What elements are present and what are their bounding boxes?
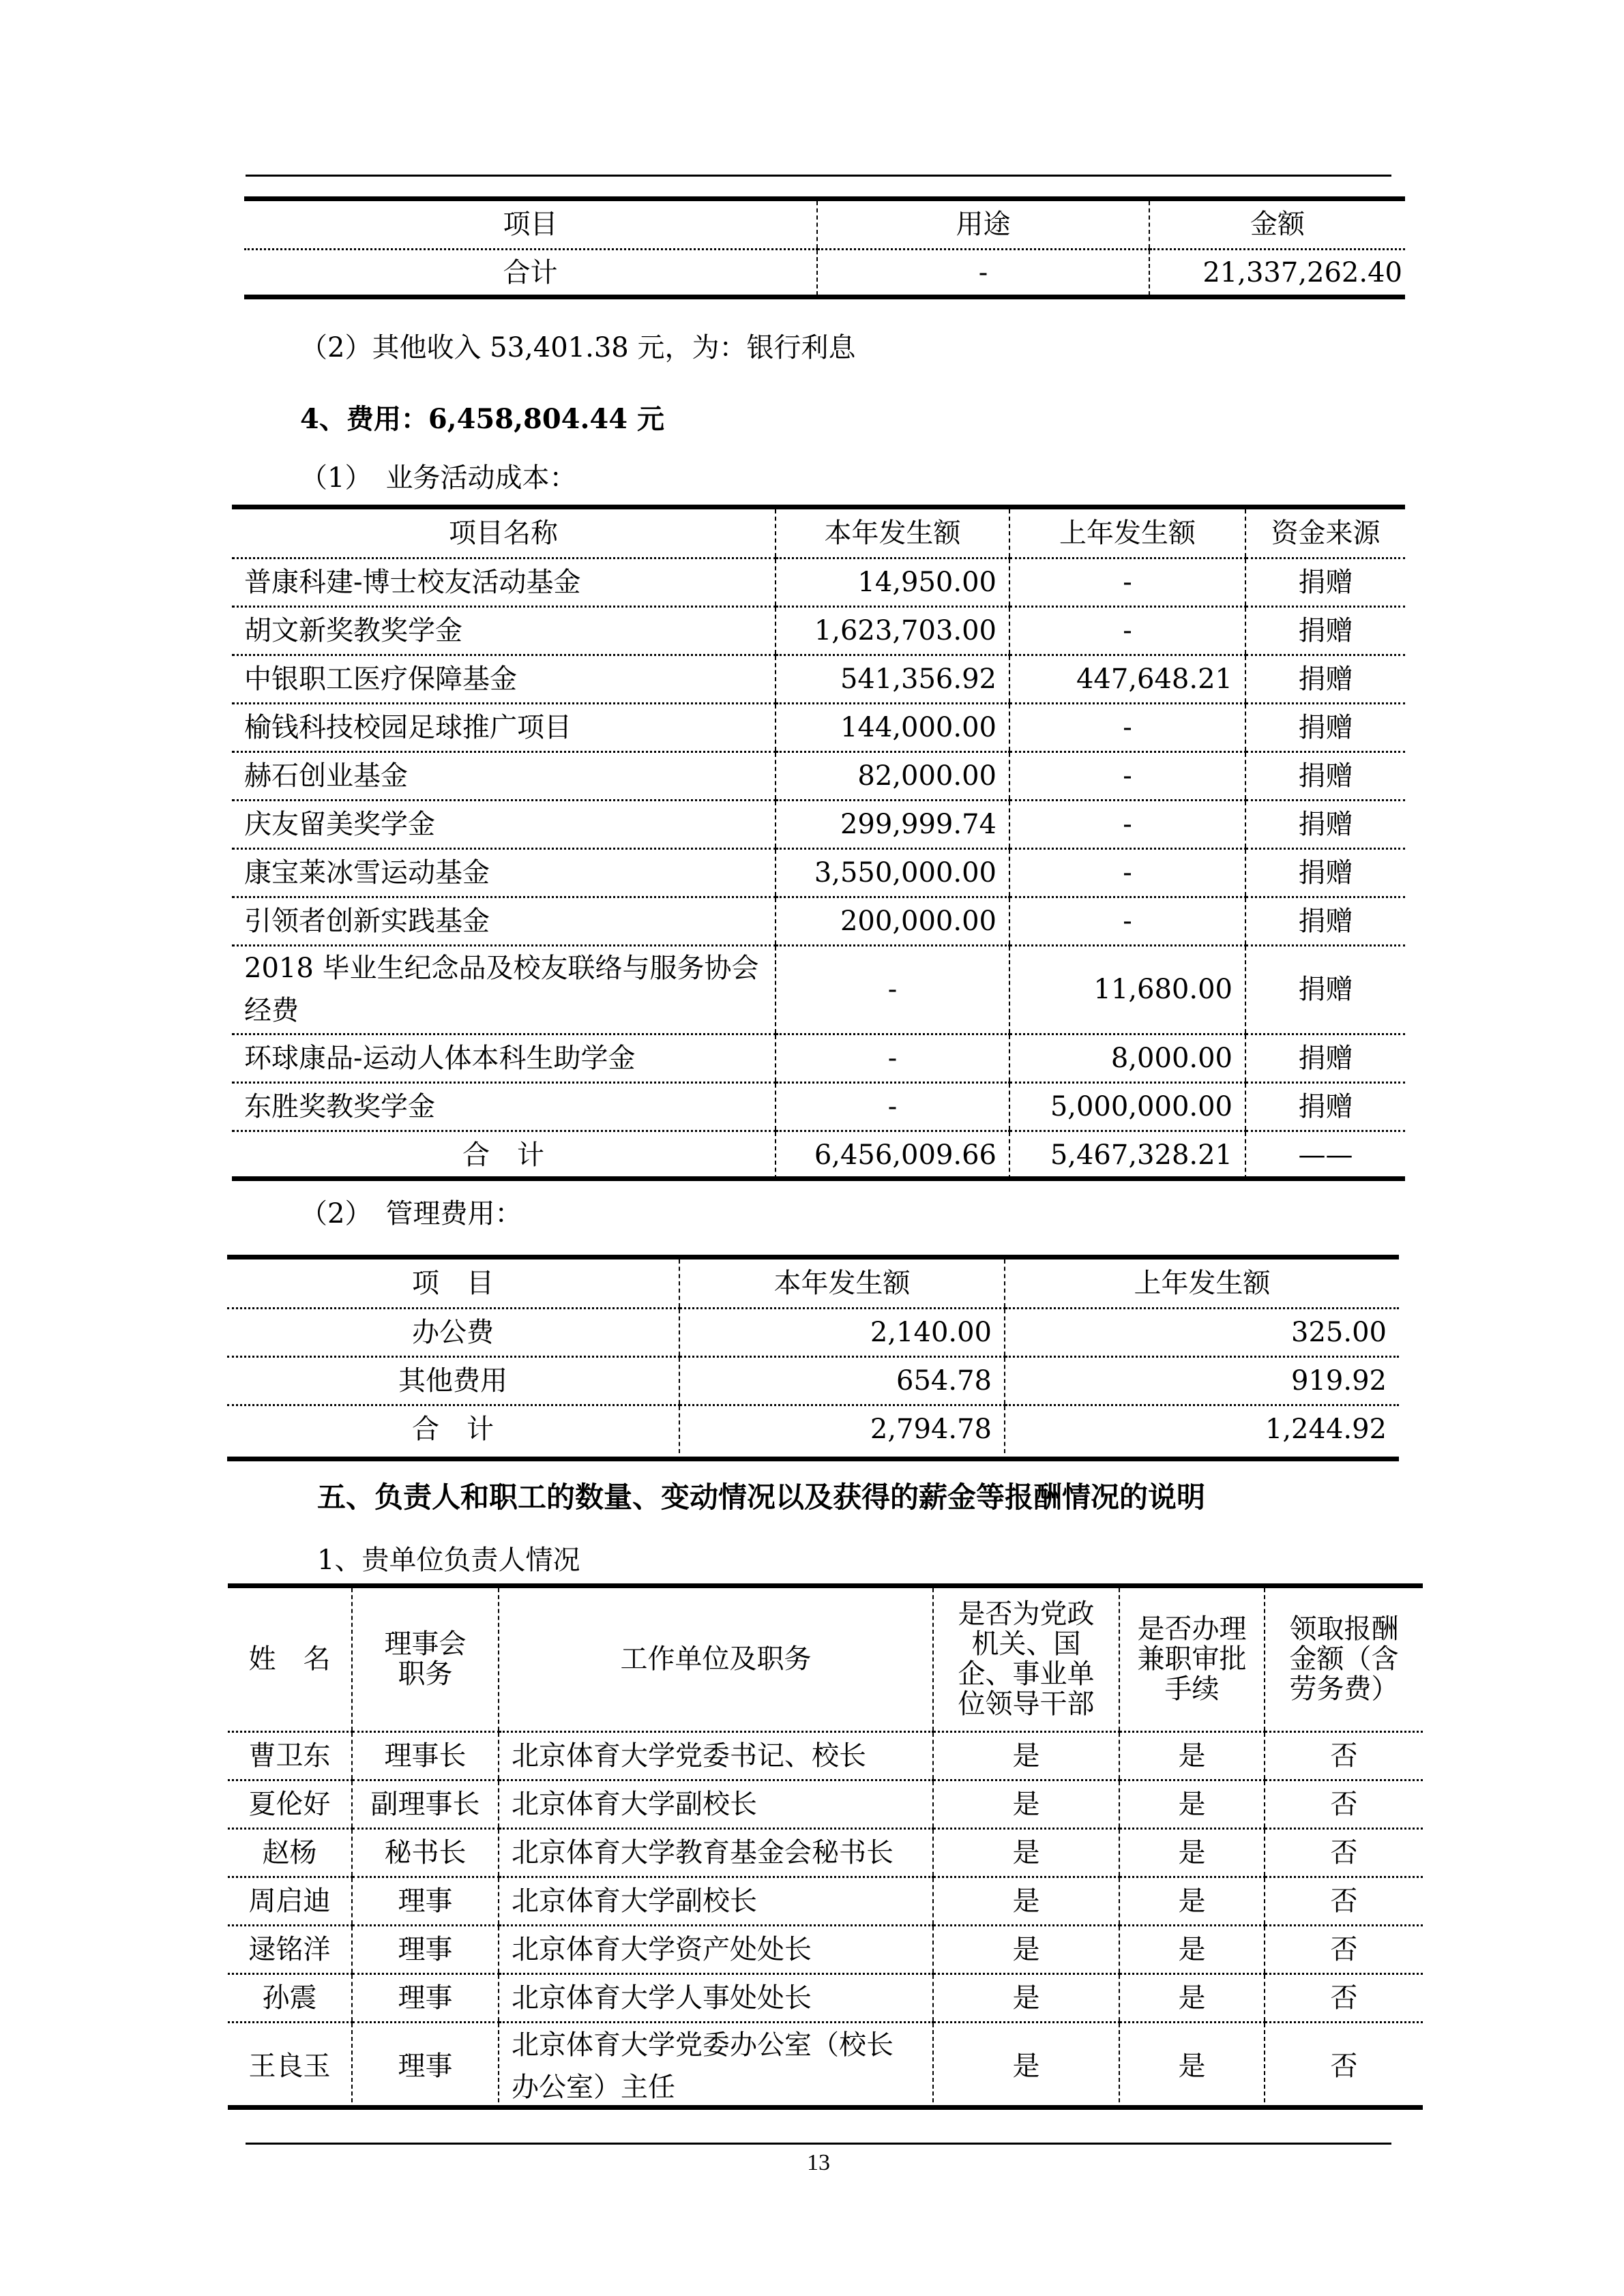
table-row [228,1877,1423,1925]
admin-cost-table [227,1259,1399,1453]
table-row [232,1034,1405,1082]
leader-position: 北京体育大学副校长 [499,1780,933,1828]
admin-total-previous: 1,244.92 [1005,1405,1399,1453]
leader-is-official: 是 [933,1828,1119,1877]
table-row [232,558,1405,606]
admin-header-item: 项 目 [227,1259,679,1308]
table-row [232,655,1405,703]
leader-paid: 否 [1265,1828,1423,1877]
business-cost-table [232,509,1405,1179]
business-total-source: —— [1245,1131,1405,1179]
leaders-header-paid: 领取报酬金额（含劳务费） [1265,1588,1423,1731]
business-row-previous: 11,680.00 [1009,945,1245,1034]
leaders-header-is-official: 是否为党政机关、国企、事业单位领导干部 [933,1588,1119,1731]
leader-approved: 是 [1119,1731,1265,1780]
leader-name: 周启迪 [228,1877,352,1925]
leader-is-official: 是 [933,1780,1119,1828]
leader-approved: 是 [1119,2022,1265,2109]
business-row-name: 东胜奖教奖学金 [232,1082,776,1131]
leader-role: 理事 [352,1925,499,1973]
leaders-table-header-row [228,1588,1423,1731]
admin-cost-heading: （2） 管理费用： [300,1198,522,1229]
leader-role: 秘书长 [352,1828,499,1877]
income-table-bottom-border [244,295,1405,299]
expenses-heading: 4、费用：6,458,804.44 元 [300,403,665,435]
business-header-previous: 上年发生额 [1009,509,1245,558]
business-row-current: 144,000.00 [776,703,1009,751]
business-row-name: 普康科建-博士校友活动基金 [232,558,776,606]
business-row-previous: - [1009,848,1245,897]
table-row [228,1780,1423,1828]
leader-role: 理事 [352,2022,499,2109]
business-row-current: 541,356.92 [776,655,1009,703]
business-row-name: 赫石创业基金 [232,751,776,800]
business-row-current: 299,999.74 [776,800,1009,848]
leader-position: 北京体育大学资产处处长 [499,1925,933,1973]
business-row-current: - [776,1034,1009,1082]
table-row [228,1731,1423,1780]
leader-is-official: 是 [933,1877,1119,1925]
business-row-source: 捐赠 [1245,558,1405,606]
admin-header-previous: 上年发生额 [1005,1259,1399,1308]
business-table-bottom-border [232,1176,1405,1181]
leader-approved: 是 [1119,1877,1265,1925]
business-row-current: 82,000.00 [776,751,1009,800]
business-row-previous: - [1009,703,1245,751]
business-total-current: 6,456,009.66 [776,1131,1009,1179]
business-total-row [232,1131,1405,1179]
business-row-previous: - [1009,751,1245,800]
business-header-name: 项目名称 [232,509,776,558]
table-row [232,945,1405,1034]
table-row [228,1828,1423,1877]
business-row-source: 捐赠 [1245,800,1405,848]
table-row [232,800,1405,848]
footer-rule [246,2143,1391,2145]
leader-approved: 是 [1119,1973,1265,2022]
leaders-header-approved: 是否办理兼职审批手续 [1119,1588,1265,1731]
leader-position: 北京体育大学副校长 [499,1877,933,1925]
business-cost-heading: （1） 业务活动成本： [300,462,577,494]
leader-position: 北京体育大学人事处处长 [499,1973,933,2022]
business-row-current: 200,000.00 [776,897,1009,945]
admin-header-current: 本年发生额 [679,1259,1005,1308]
business-row-source: 捐赠 [1245,606,1405,655]
table-row [232,606,1405,655]
admin-table-header-row [227,1259,1399,1308]
leader-name: 赵杨 [228,1828,352,1877]
business-row-current: 14,950.00 [776,558,1009,606]
business-row-previous: - [1009,558,1245,606]
table-row [228,1973,1423,2022]
business-row-source: 捐赠 [1245,945,1405,1034]
business-row-source: 捐赠 [1245,848,1405,897]
business-table-header-row [232,509,1405,558]
table-row [232,751,1405,800]
income-table-top-border [244,196,1405,201]
other-income-text: （2）其他收入 53,401.38 元，为：银行利息 [300,332,856,363]
business-row-source: 捐赠 [1245,751,1405,800]
income-header-amount: 金额 [1149,201,1405,249]
table-row [228,2022,1423,2109]
income-total-label: 合计 [244,249,817,295]
business-row-name: 环球康品-运动人体本科生助学金 [232,1034,776,1082]
leader-name: 夏伦好 [228,1780,352,1828]
income-total-use: - [817,249,1149,295]
business-header-current: 本年发生额 [776,509,1009,558]
leader-name: 逯铭洋 [228,1925,352,1973]
leader-approved: 是 [1119,1925,1265,1973]
admin-row-current: 654.78 [679,1356,1005,1405]
leader-paid: 否 [1265,1877,1423,1925]
admin-total-current: 2,794.78 [679,1405,1005,1453]
income-total-amount: 21,337,262.40 [1149,249,1405,295]
business-row-source: 捐赠 [1245,1034,1405,1082]
leaders-table-top-border [228,1583,1423,1588]
leader-paid: 否 [1265,2022,1423,2109]
leaders-header-role: 理事会职务 [352,1588,499,1731]
leader-name: 孙震 [228,1973,352,2022]
table-row [232,703,1405,751]
business-row-name: 胡文新奖教奖学金 [232,606,776,655]
leader-is-official: 是 [933,2022,1119,2109]
business-row-source: 捐赠 [1245,897,1405,945]
business-row-name: 2018 毕业生纪念品及校友联络与服务协会经费 [232,945,776,1034]
leader-paid: 否 [1265,1973,1423,2022]
business-row-name: 中银职工医疗保障基金 [232,655,776,703]
income-table-row [244,249,1405,295]
admin-table-top-border [227,1255,1399,1259]
business-row-current: 3,550,000.00 [776,848,1009,897]
leader-name: 曹卫东 [228,1731,352,1780]
business-row-source: 捐赠 [1245,703,1405,751]
business-row-previous: - [1009,897,1245,945]
business-row-source: 捐赠 [1245,1082,1405,1131]
business-total-previous: 5,467,328.21 [1009,1131,1245,1179]
leader-paid: 否 [1265,1780,1423,1828]
business-row-previous: - [1009,800,1245,848]
admin-total-label: 合 计 [227,1405,679,1453]
admin-row-current: 2,140.00 [679,1308,1005,1356]
income-header-use: 用途 [817,201,1149,249]
leader-role: 理事长 [352,1731,499,1780]
leader-is-official: 是 [933,1731,1119,1780]
leader-is-official: 是 [933,1925,1119,1973]
table-row [227,1308,1399,1356]
leaders-table-bottom-border [228,2105,1423,2110]
section-five-heading: 五、负责人和职工的数量、变动情况以及获得的薪金等报酬情况的说明 [317,1480,1206,1514]
admin-table-bottom-border [227,1457,1399,1461]
business-row-previous: 8,000.00 [1009,1034,1245,1082]
business-row-current: - [776,1082,1009,1131]
leader-position: 北京体育大学党委办公室（校长办公室）主任 [499,2022,933,2109]
leader-role: 副理事长 [352,1780,499,1828]
leader-is-official: 是 [933,1973,1119,2022]
leader-position: 北京体育大学教育基金会秘书长 [499,1828,933,1877]
leader-role: 理事 [352,1973,499,2022]
admin-row-previous: 919.92 [1005,1356,1399,1405]
table-row [228,1925,1423,1973]
leader-approved: 是 [1119,1828,1265,1877]
leader-paid: 否 [1265,1731,1423,1780]
leaders-table [228,1588,1423,2109]
leader-position: 北京体育大学党委书记、校长 [499,1731,933,1780]
admin-row-previous: 325.00 [1005,1308,1399,1356]
table-row [232,897,1405,945]
business-header-source: 资金来源 [1245,509,1405,558]
business-table-top-border [232,505,1405,509]
income-header-item: 项目 [244,201,817,249]
business-row-name: 庆友留美奖学金 [232,800,776,848]
business-row-current: - [776,945,1009,1034]
business-row-current: 1,623,703.00 [776,606,1009,655]
table-row [227,1356,1399,1405]
income-table-header-row [244,201,1405,249]
business-row-previous: - [1009,606,1245,655]
business-row-name: 引领者创新实践基金 [232,897,776,945]
leaders-heading: 1、贵单位负责人情况 [317,1545,580,1576]
leader-approved: 是 [1119,1780,1265,1828]
business-row-name: 康宝莱冰雪运动基金 [232,848,776,897]
leader-role: 理事 [352,1877,499,1925]
business-row-source: 捐赠 [1245,655,1405,703]
table-row [232,1082,1405,1131]
table-row [232,848,1405,897]
leaders-header-name: 姓 名 [228,1588,352,1731]
admin-total-row [227,1405,1399,1453]
income-table [244,201,1405,295]
admin-row-item: 其他费用 [227,1356,679,1405]
business-row-name: 榆钱科技校园足球推广项目 [232,703,776,751]
business-row-previous: 447,648.21 [1009,655,1245,703]
admin-row-item: 办公费 [227,1308,679,1356]
header-rule [246,175,1391,177]
leader-paid: 否 [1265,1925,1423,1973]
page-number: 13 [807,2150,830,2175]
leader-name: 王良玉 [228,2022,352,2109]
business-row-previous: 5,000,000.00 [1009,1082,1245,1131]
leaders-header-position: 工作单位及职务 [499,1588,933,1731]
business-total-label: 合 计 [232,1131,776,1179]
